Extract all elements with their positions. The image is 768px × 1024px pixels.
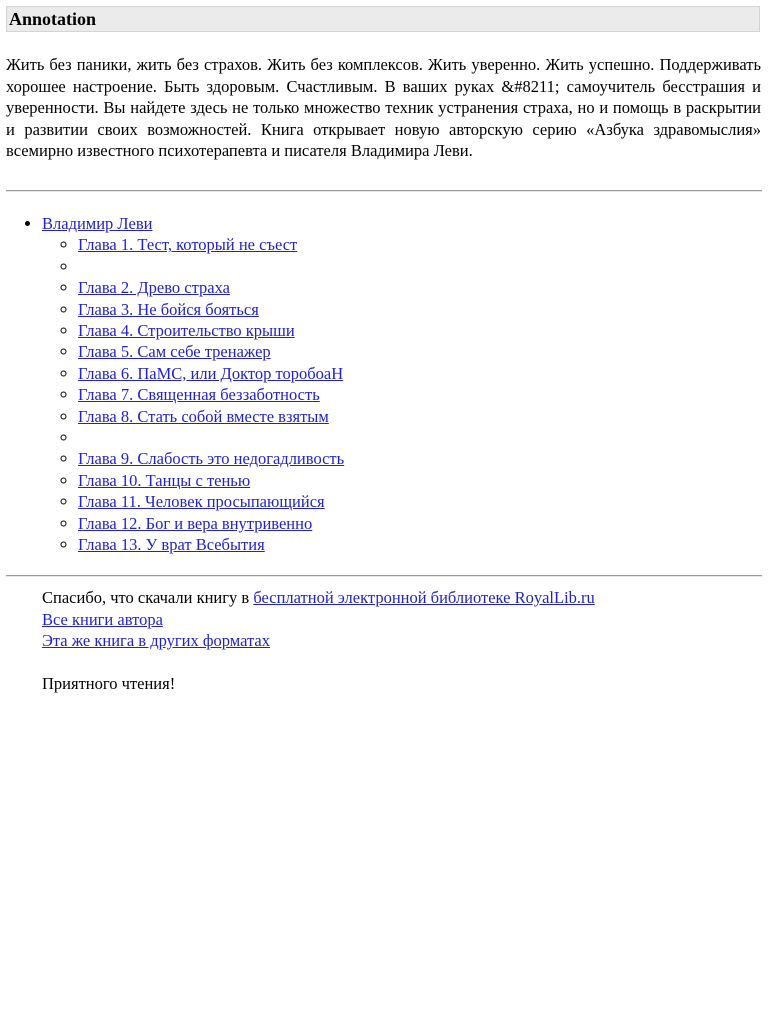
toc-author-item	[42, 213, 344, 556]
author-books-link[interactable]: Все книги автора	[42, 609, 163, 629]
chapter-item	[78, 277, 344, 298]
chapter-link[interactable]: Глава 2. Древо страха	[78, 278, 230, 298]
chapter-item	[78, 513, 344, 534]
table-of-contents	[0, 213, 344, 556]
chapter-link[interactable]: Глава 5. Сам себе тренажер	[78, 342, 271, 362]
chapter-link[interactable]: Глава 7. Священная беззаботность	[78, 385, 320, 405]
closing-text: Приятного чтения!	[42, 674, 176, 693]
divider	[6, 575, 762, 577]
chapter-list	[42, 234, 344, 555]
chapter-item-empty	[78, 427, 344, 448]
chapter-item	[78, 299, 344, 320]
footer	[42, 587, 595, 695]
thanks-line	[42, 587, 595, 609]
chapter-link[interactable]: Глава 13. У врат Всебытия	[78, 535, 265, 555]
chapter-link[interactable]: Глава 6. ПаМС, или Доктор торобоаН	[78, 363, 344, 383]
chapter-link[interactable]: Глава 3. Не бойся бояться	[78, 299, 259, 319]
thanks-text: Спасибо, что скачали книгу в	[42, 588, 254, 607]
library-link[interactable]: бесплатной электронной библиотеке RoyalLib.ru	[253, 588, 595, 607]
divider	[6, 190, 762, 192]
chapter-item	[78, 470, 344, 491]
chapter-item	[78, 363, 344, 384]
chapter-item	[78, 448, 344, 469]
chapter-item	[78, 320, 344, 341]
spacer	[42, 652, 595, 674]
chapter-item	[78, 491, 344, 512]
other-formats-link[interactable]: Эта же книга в других форматах	[42, 631, 270, 650]
chapter-item-empty	[78, 256, 344, 277]
chapter-link[interactable]: Глава 1. Тест, который не съест	[78, 235, 298, 255]
other-formats-line	[42, 630, 595, 652]
annotation-header	[6, 6, 760, 32]
annotation-text: Жить без паники, жить без страхов. Жить без комплексов. Жить уверенно. Жить успешно. Поддерживать хорошее настроение. Быть здоровым. Счастливым. В ваших руках &#8211; самоучитель бесстрашия и уверенности. Вы найдете здесь не только множество техник устранения страха, но и помощь в раскрытии и развитии своих возможностей. Книга открывает новую авторскую серию «Азбука здравомыслия» всемирно известного психотерапевта и писателя Владимира Леви.	[6, 55, 761, 160]
chapter-link[interactable]: Глава 12. Бог и вера внутривенно	[78, 513, 313, 533]
author-link[interactable]: Владимир Леви	[42, 214, 153, 233]
chapter-item	[78, 406, 344, 427]
chapter-link[interactable]: Глава 10. Танцы с тенью	[78, 470, 251, 490]
chapter-item	[78, 234, 344, 255]
chapter-item	[78, 341, 344, 362]
chapter-item	[78, 534, 344, 555]
chapter-item	[78, 384, 344, 405]
annotation-title: Annotation	[9, 9, 97, 29]
author-books-line	[42, 609, 595, 631]
chapter-link[interactable]: Глава 11. Человек просыпающийся	[78, 492, 325, 512]
chapter-link[interactable]: Глава 9. Слабость это недогадливость	[78, 449, 345, 469]
chapter-link[interactable]: Глава 4. Строительство крыши	[78, 321, 295, 341]
chapter-link[interactable]: Глава 8. Стать собой вместе взятым	[78, 406, 329, 426]
